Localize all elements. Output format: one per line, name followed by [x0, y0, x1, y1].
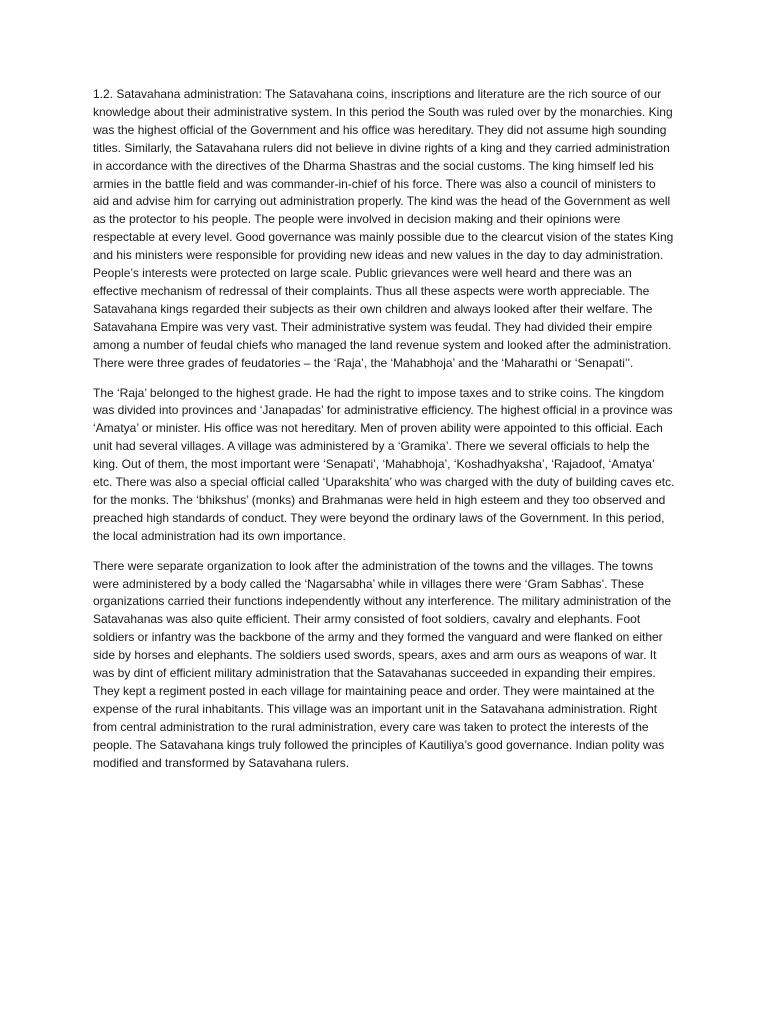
paragraph-3: There were separate organization to look after the administration of the towns and the villages. The towns were administered by a body called the ‘Nagarsabha’ while in villages there were ‘Gram Sabhas’. These organizations carried their functions independently without any interference. The military administration of the Satavahanas was also quite efficient. Their army consisted of foot soldiers, cavalry and elephants. Foot soldiers or infantry was the backbone of the army and they formed the vanguard and were flanked on either side by horses and elephants. The soldiers used swords, spears, axes and arm ours as weapons of war. It was by dint of efficient military administration that the Satavahanas succeeded in expanding their empires. They kept a regiment posted in each village for maintaining peace and order. They were maintained at the expense of the rural inhabitants. This village was an important unit in the Satavahana administration. Right from central administration to the rural administration, every care was taken to protect the interests of the people. The Satavahana kings truly followed the principles of Kautiliya’s good governance. Indian polity was modified and transformed by Satavahana rulers. [93, 558, 672, 770]
paragraph-1: 1.2. Satavahana administration: The Satavahana coins, inscriptions and literature are the rich source of our knowledge about their administrative system. In this period the South was ruled over by the monarchies. King was the highest official of the Government and his office was hereditary. They did not assume high sounding titles. Similarly, the Satavahana rulers did not believe in divine rights of a king and they carried administration in accordance with the directives of the Dharma Shastras and the social customs. The king himself led his armies in the battle field and was commander-in-chief of his force. There was also a council of ministers to aid and advise him for carrying out administration properly. The kind was the head of the Government as well as the protector to his people. The people were involved in decision making and their opinions were respectable at every level. Good governance was mainly possible due to the clearcut vision of the states King and his ministers were responsible for providing new ideas and new values in the day to day administration. People’s interests were protected on large scale. Public grievances were well heard and there was an effective mechanism of redressal of their complaints. Thus all these aspects were worth appreciable. The Satavahana kings regarded their subjects as their own children and always looked after their welfare. The Satavahana Empire was very vast. Their administrative system was feudal. They had divided their empire among a number of feudal chiefs who managed the land revenue system and looked after the administration. There were three grades of feudatories – the ‘Raja’, the ‘Mahabhoja’ and the ‘Maharathi or ‘Senapati’’. [93, 87, 674, 370]
paragraph-2: The ‘Raja’ belonged to the highest grade. He had the right to impose taxes and to strike coins. The kingdom was divided into provinces and ‘Janapadas’ for administrative efficiency. The highest official in a province was ‘Amatya’ or minister. His office was not hereditary. Men of proven ability were appointed to this official. Each unit had several villages. A village was administered by a ‘Gramika’. There we several officials to help the king. Out of them, the most important were ‘Senapati’, ‘Mahabhoja’, ‘Koshadhyaksha’, ‘Rajadoof, ‘Amatya’ etc. There was also a special official called ‘Uparakshita’ who was charged with the duty of building caves etc. for the monks. The ‘bhikshus’ (monks) and Brahmanas were held in high esteem and they too observed and preached high standards of conduct. They were beyond the ordinary laws of the Government. In this period, the local administration had its own importance. [93, 385, 675, 543]
document-body [93, 86, 675, 785]
